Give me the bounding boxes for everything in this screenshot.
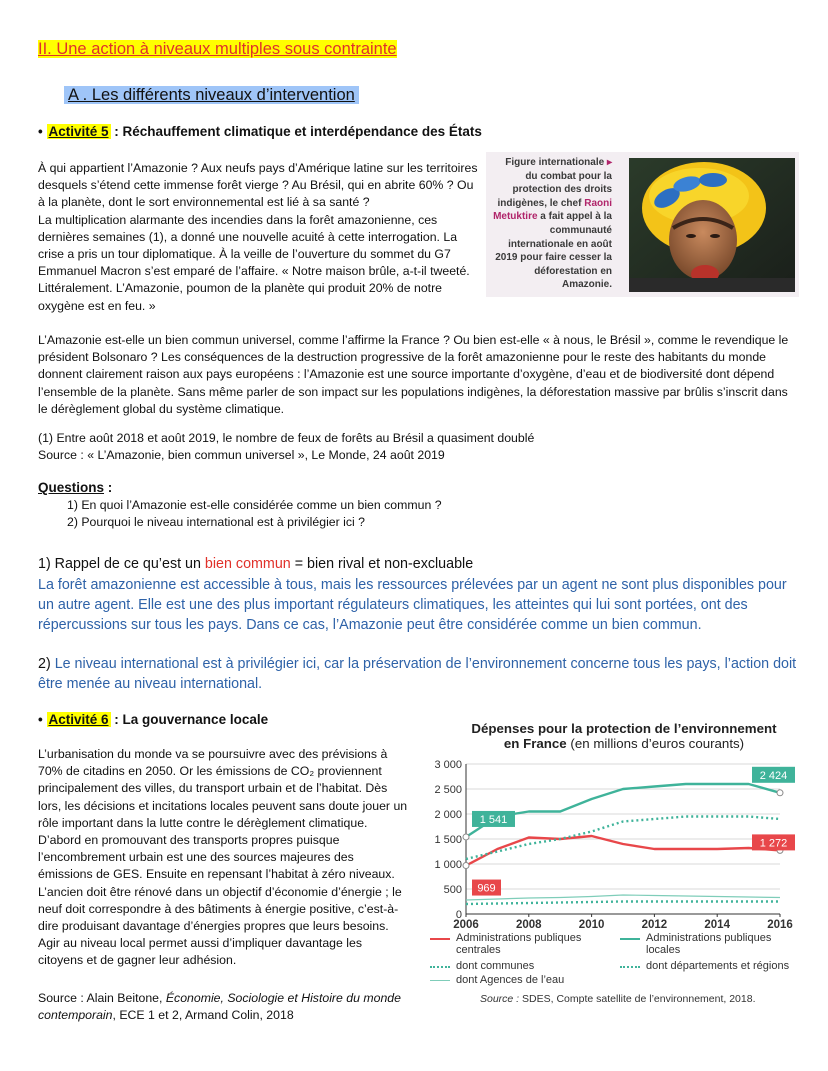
series-line xyxy=(466,836,780,866)
line-chart xyxy=(420,756,810,946)
series-endpoint xyxy=(463,834,469,840)
legend-label: Administrations publiques centrales xyxy=(456,932,582,956)
caption-arrow-icon: ▸ xyxy=(606,157,612,168)
activity5-title: : Réchauffement climatique et interdépendance des États xyxy=(114,124,482,139)
legend-item xyxy=(430,932,610,956)
activity5-heading xyxy=(38,124,482,139)
figure-raoni xyxy=(486,152,799,297)
questions-heading xyxy=(38,480,112,495)
chart-legend xyxy=(430,932,810,992)
paragraph: La multiplication alarmante des incendies dans la forêt amazonienne, ces dernières semaines (1), a donné une nouvelle acuité à cette interrogation. La crise a pris un tour diplomatique. À la veille de l’ouverture du sommet du G7 Emmanuel Macron s’est emparé de l’affaire. « Notre maison brûle, a-t-il tweeté. Littéralement. L’Amazonie, poumon de la planète qui produit 20% de notre oxygène est en feu. » xyxy=(38,212,470,313)
questions-list xyxy=(67,497,442,531)
section-title-text: II. Une action à niveaux multiples sous contrainte xyxy=(38,40,397,58)
bullet: • xyxy=(38,712,43,727)
series-line xyxy=(466,895,780,900)
question-item: 1) En quoi l’Amazonie est-elle considérée comme un bien commun ? xyxy=(67,498,442,512)
caption-part-c: a fait appel à la communauté internationale en août 2019 pour faire cesser la déforestation en Amazonie. xyxy=(495,211,612,291)
activity5-intro xyxy=(38,160,478,315)
x-tick-label: 2014 xyxy=(704,919,730,931)
value-label: 969 xyxy=(477,882,496,895)
answer-1-prefix: 1) Rappel de ce qu’est un xyxy=(38,556,205,572)
source: Source : « L’Amazonie, bien commun universel », Le Monde, 24 août 2019 xyxy=(38,448,445,463)
figure-caption xyxy=(492,156,612,292)
answer-2 xyxy=(38,655,798,695)
series-endpoint xyxy=(777,790,783,796)
chart-title-line1: Dépenses pour la protection de l’environnement xyxy=(471,721,777,736)
answer-1-term: bien commun xyxy=(204,556,291,572)
answer-2-prefix: 2) xyxy=(38,656,55,672)
value-label: 1 541 xyxy=(479,813,508,826)
paragraph: L’Amazonie est-elle un bien commun universel, comme l’affirme la France ? Ou bien est-elle « à nous, le Brésil », comme le revendique le président Bolsonaro ? Les conséquences de la destruction progressive de la forêt amazonienne pour le reste des habitants du monde donnent clairement raison aux pays européens : l’Amazonie est une source importante d’oxygène, d’eau et de biodiversité dont dépend l’ensemble de la planète. Sans même parler de son impact sur les populations indigènes, la déforestation massive par brûlis s’inscrit dans le dérèglement global du système climatique. xyxy=(38,333,789,416)
caption-part-b: du combat pour la protection des droits indigènes, le chef xyxy=(497,170,612,209)
y-tick-label: 1 000 xyxy=(434,859,462,871)
chart-title-line2 xyxy=(440,736,808,751)
x-tick-label: 2008 xyxy=(516,919,542,931)
chart-title-unit: (en millions d’euros courants) xyxy=(570,736,745,751)
y-tick-label: 0 xyxy=(455,909,462,921)
question-item: 2) Pourquoi le niveau international est à privilégier ici ? xyxy=(67,515,366,530)
caption-name: Raoni Metuktire xyxy=(493,197,612,223)
questions-colon: : xyxy=(107,480,113,495)
y-tick-label: 1 500 xyxy=(434,834,462,846)
activity6-title: : La gouvernance locale xyxy=(114,712,269,727)
answer-1-body: La forêt amazonienne est accessible à tous, mais les ressources prélevées par un agent ne sont plus disponibles pour un autre agent. Elle est une des plus important régulateurs climatiques, les atteintes qui lui sont portées, ont des répercussions sur tous les pays. Dans ce cas, l’Amazonie peut être considérée comme un bien commun. xyxy=(38,577,787,633)
activity5-body xyxy=(38,332,790,418)
activity6-label: Activité 6 xyxy=(48,712,109,727)
value-label: 2 424 xyxy=(759,769,788,782)
answer-1-suffix: = bien rival et non-excluable xyxy=(290,556,474,572)
subsection-title-text: A . Les différents niveaux d’intervention xyxy=(64,86,359,104)
answer-2-body: Le niveau international est à privilégier ici, car la préservation de l’environnement concerne tous les pays, l’action doit être menée au niveau international. xyxy=(38,656,797,692)
series-line xyxy=(466,902,780,905)
source-prefix: Source : Alain Beitone, xyxy=(38,991,166,1005)
activity6-source xyxy=(38,990,428,1024)
chart-title xyxy=(440,721,808,751)
x-tick-label: 2010 xyxy=(578,919,605,931)
legend-swatch xyxy=(620,966,640,968)
y-tick-label: 500 xyxy=(443,884,462,896)
subsection-title xyxy=(64,86,359,105)
x-tick-label: 2012 xyxy=(641,919,668,931)
y-tick-label: 2 500 xyxy=(434,784,462,796)
source-book-title: Économie, Sociologie et Histoire du monde contemporain xyxy=(38,991,401,1023)
caption-part-a: Figure internationale xyxy=(505,157,605,168)
chart-title-bold: en France xyxy=(503,736,567,751)
value-label: 1 272 xyxy=(759,837,788,850)
legend-swatch xyxy=(620,938,640,940)
bullet: • xyxy=(38,124,43,139)
raoni-photo xyxy=(629,158,795,292)
legend-item xyxy=(430,974,730,986)
questions-title: Questions xyxy=(38,480,105,495)
section-title xyxy=(38,40,397,59)
legend-item xyxy=(620,960,800,972)
x-tick-label: 2006 xyxy=(453,919,479,931)
y-tick-label: 2 000 xyxy=(434,809,462,821)
chart-container xyxy=(420,718,810,1013)
legend-label: dont communes xyxy=(456,960,535,972)
series-endpoint xyxy=(463,863,469,869)
series-line xyxy=(466,784,780,837)
activity5-footnote xyxy=(38,430,798,464)
source-suffix: , ECE 1 et 2, Armand Colin, 2018 xyxy=(112,1008,294,1023)
legend-item xyxy=(620,932,800,956)
chart-source-label: Source : xyxy=(480,993,520,1005)
y-tick-label: 3 000 xyxy=(434,759,462,771)
legend-swatch xyxy=(430,980,450,981)
footnote: (1) Entre août 2018 et août 2019, le nombre de feux de forêts au Brésil a quasiment doublé xyxy=(38,431,535,445)
legend-item xyxy=(430,960,610,972)
activity6-heading xyxy=(38,712,268,727)
answer-1-heading xyxy=(38,556,473,572)
chart-source-text: SDES, Compte satellite de l’environnement, 2018. xyxy=(522,993,756,1005)
chart-source xyxy=(480,993,810,1005)
x-tick-label: 2016 xyxy=(767,919,793,931)
activity6-text: L’urbanisation du monde va se poursuivre avec des prévisions à 70% de citadins en 2050. Or les émissions de CO₂ proviennent principalement des villes, du transport urbain et de l’habitat. Dès lors, les décisions et incitations locales peuvent sans doute jouer un rôle important dans la lutte contre le dérèglement climatique. D’abord en promouvant des transports propres puisque l’encombrement urbain est une des sources majeures des émissions de GES. Ensuite en repensant l’habitat à zéro niveaux. L’ancien doit être rénové dans un objectif d’économie d’énergie ; le neuf doit correspondre à des bâtiments à énergie positive, c’est-à-dire produisant davantage d’énergies propres que leurs besoins. Agir au niveau local permet aussi d’impliquer davantage les citoyens et de gagner leur adhésion. xyxy=(38,747,408,968)
legend-label: dont Agences de l’eau xyxy=(456,974,565,986)
legend-swatch xyxy=(430,966,450,968)
activity5-label: Activité 5 xyxy=(48,124,109,139)
legend-swatch xyxy=(430,938,450,940)
legend-label: dont départements et régions xyxy=(646,960,790,972)
legend-label: Administrations publiques locales xyxy=(646,932,772,956)
paragraph: À qui appartient l’Amazonie ? Aux neufs pays d’Amérique latine sur les territoires desquels s’étend cette immense forêt vierge ? Au Brésil, qui en abrite 60% ? Ou à la planète, dont le sort environnemental est lié à sa santé ? xyxy=(38,161,478,210)
